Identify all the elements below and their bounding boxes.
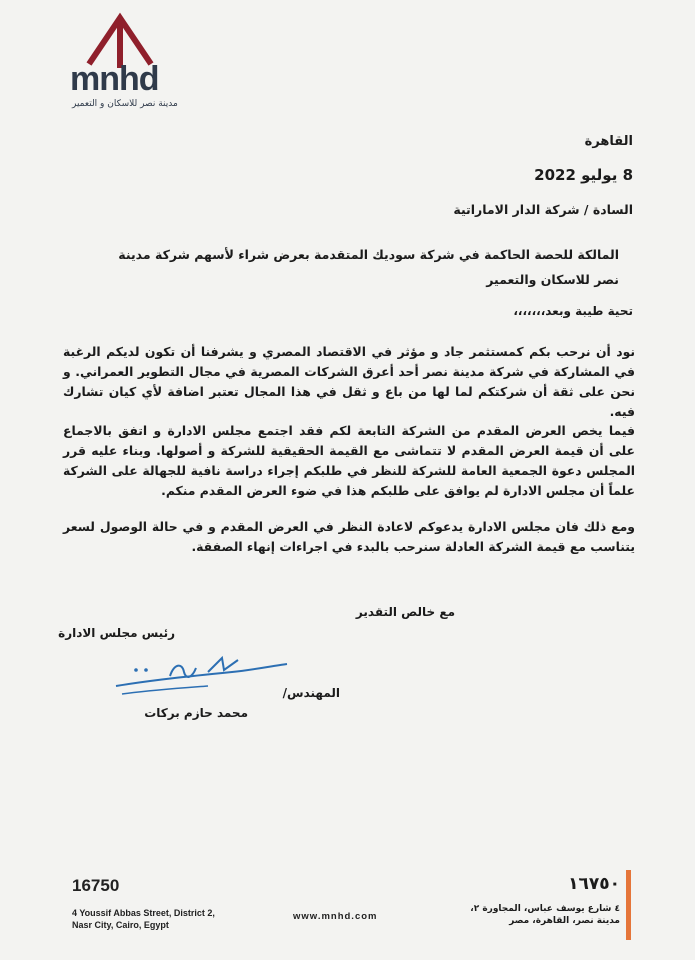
signer-name: محمد حازم بركات xyxy=(144,706,248,720)
footer-hotline-en: 16750 xyxy=(72,876,120,895)
address-en-line-1: 4 Youssif Abbas Street, District 2, xyxy=(72,908,215,918)
body-paragraph-1: نود أن نرحب بكم كمستثمر جاد و مؤثر في الاقتصاد المصري و يشرفنا أن تكون لديكم الرغبة في المشاركة في شركة مدينة نصر أحد أعرق الشركات المصرية في مجال التطوير العمراني. و نحن على ثقة أن شركتكم لما لها من باع و ثقل في هذا المجال تعتبر اضافة لأي كيان تشارك فيه. xyxy=(63,344,635,419)
address-ar-line-1: ٤ شارع يوسف عباس، المجاورة ٢، xyxy=(470,904,620,914)
letter-greeting: تحية طيبة وبعد،،،،،،، xyxy=(513,304,633,318)
subject-line-1: المالكة للحصة الحاكمة في شركة سوديك المتقدمة بعرض شراء لأسهم شركة مدينة xyxy=(118,247,619,262)
handwritten-signature xyxy=(112,650,292,700)
footer-accent-bar xyxy=(626,870,631,940)
letter-subject xyxy=(99,242,619,292)
footer-address-ar xyxy=(470,903,620,927)
closing-regards: مع خالص التقدير xyxy=(355,605,455,619)
footer-address-en xyxy=(72,907,215,931)
letter-date: 8 يوليو 2022 xyxy=(534,166,633,184)
address-en-line-2: Nasr City, Cairo, Egypt xyxy=(72,920,169,930)
company-logo-wordmark: mnhd xyxy=(70,60,159,98)
letter-city: القاهرة xyxy=(584,134,633,149)
subject-line-2: نصر للاسكان والتعمير xyxy=(486,272,619,287)
address-ar-line-2: مدينة نصر، القاهرة، مصر xyxy=(509,916,620,926)
engineer-label: المهندس/ xyxy=(282,686,340,700)
company-logo-subtitle: مدينة نصر للاسكان و التعمير xyxy=(72,99,178,109)
letter-recipient: السادة / شركة الدار الاماراتية xyxy=(453,202,633,217)
body-paragraph-2: فيما يخص العرض المقدم من الشركة التابعة لكم فقد اجتمع مجلس الادارة و اتفق بالاجماع على أن قيمة العرض المقدم لا تتماشى مع القيمة الحقيقية للشركة و أصولها. وبناء عليه قرر المجلس دعوة الجمعية العامة للشركة للنظر في طلبكم إجراء دراسة نافية للجهالة على الشركة علماً أن مجلس الادارة لم يوافق على طلبكم هذا في ضوء العرض المقدم منكم. xyxy=(63,423,635,498)
chairman-title: رئيس مجلس الادارة xyxy=(58,626,175,640)
footer-website-link[interactable]: www.mnhd.com xyxy=(293,911,378,922)
body-paragraph-3: ومع ذلك فان مجلس الادارة يدعوكم لاعادة النظر في العرض المقدم و في حالة الوصول لسعر يتناسب مع قيمة الشركة العادلة سنرحب بالبدء في اجراءات إنهاء الصفقة. xyxy=(63,519,635,554)
footer-hotline-ar: ١٦٧٥٠ xyxy=(568,874,620,894)
